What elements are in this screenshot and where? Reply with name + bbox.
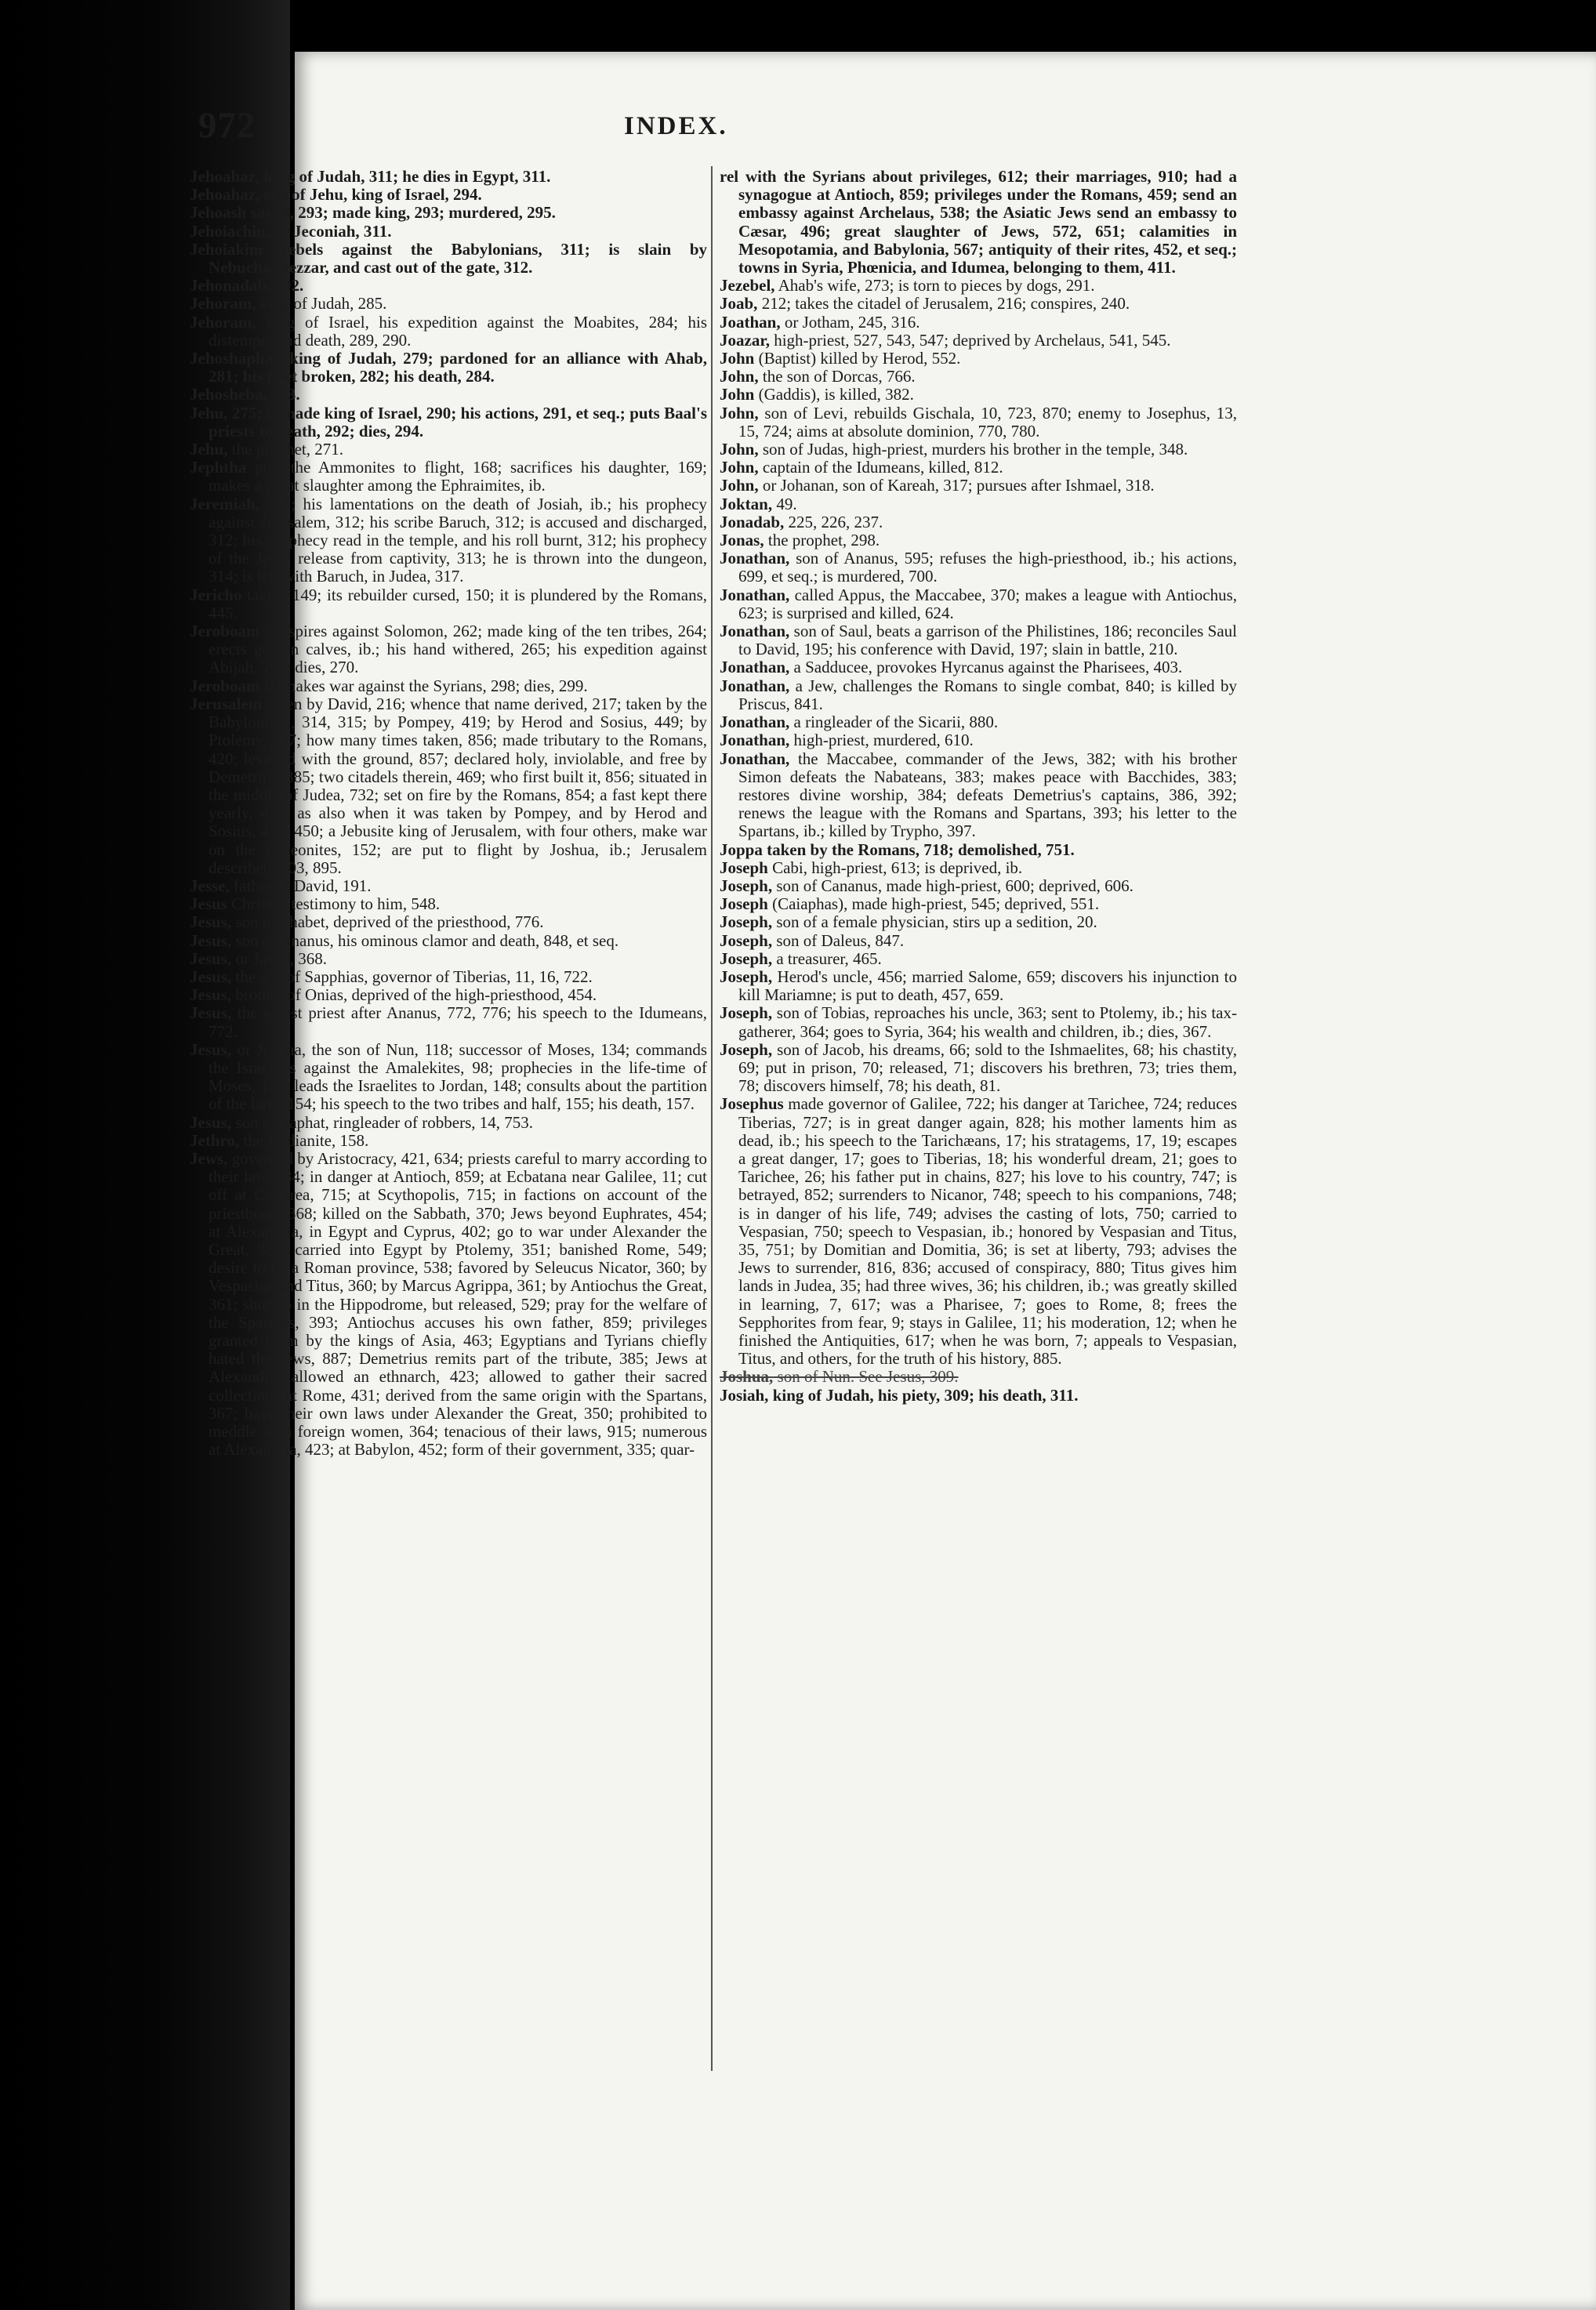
index-term: Jehoahaz, xyxy=(190,168,260,186)
index-text: 292. xyxy=(274,276,304,296)
index-term: Joathan, xyxy=(720,312,781,332)
index-term: Jonas, xyxy=(720,531,764,550)
index-text: son of Saul, beats a garrison of the Philistines, 186; reconciles Saul to David, 195; his conference with David, 197; slain in battle, 210. xyxy=(738,622,1237,659)
index-entry xyxy=(720,168,1237,277)
index-entry xyxy=(720,314,1237,332)
index-text: king of Judah, his piety, 309; his death, 311. xyxy=(772,1385,1079,1405)
index-term: Joseph, xyxy=(720,876,773,895)
index-term: Joab, xyxy=(720,294,758,314)
index-term: Jesus, xyxy=(190,1003,232,1023)
index-text: taken by the Romans, 718; demolished, 751. xyxy=(767,840,1075,859)
index-entry xyxy=(720,477,1237,495)
index-entry xyxy=(720,932,1237,950)
index-term: Jeroboam xyxy=(190,622,260,641)
index-entry xyxy=(720,350,1237,368)
index-text: brother of Onias, deprived of the high-priesthood, 454. xyxy=(235,985,597,1005)
index-term: Jesus xyxy=(190,894,227,914)
index-text: the son of Sapphias, governor of Tiberias, 11, 16, 722. xyxy=(235,966,593,986)
index-text: high-priest, 527, 543, 547; deprived by Archelaus, 541, 545. xyxy=(774,330,1171,350)
index-entry xyxy=(190,404,707,441)
index-text: saved, 293; made king, 293; murdered, 295. xyxy=(250,203,556,223)
index-entry xyxy=(720,1041,1237,1096)
index-term: Jehosheba, xyxy=(190,385,267,404)
index-text: 49. xyxy=(776,494,797,513)
index-text: father of David, 191. xyxy=(234,876,372,895)
index-entry xyxy=(190,932,707,950)
index-text: son of Judas, high-priest, murders his brother in the temple, 348. xyxy=(762,440,1188,459)
index-entry xyxy=(190,459,707,495)
index-entry xyxy=(190,1004,707,1040)
column-divider xyxy=(711,166,713,2071)
index-entry xyxy=(190,223,707,241)
index-term: Joppa xyxy=(720,840,763,859)
index-text: son of Phabet, deprived of the priesthood, 776. xyxy=(235,912,544,932)
index-text: the son of Dorcas, 766. xyxy=(762,367,916,386)
index-entry xyxy=(190,1132,707,1150)
index-column-left xyxy=(190,168,707,2065)
index-entry xyxy=(720,677,1237,713)
index-entry xyxy=(720,549,1237,586)
index-term: Jeremiah, xyxy=(190,494,259,513)
index-entry xyxy=(190,295,707,313)
index-entry xyxy=(720,277,1237,295)
index-term: Jonathan, xyxy=(720,749,790,768)
index-text: puts the Ammonites to flight, 168; sacrifices his daughter, 169; makes a great slaughter among the Ephraimites, ib. xyxy=(209,458,707,495)
index-text: Cabi, high-priest, 613; is deprived, ib. xyxy=(772,858,1023,877)
index-term: Jethro, xyxy=(190,1130,240,1150)
index-text: son of Tobias, reproaches his uncle, 363; sent to Ptolemy, ib.; his tax-gatherer, 364; goes to Syria, 364; his wealth and children, ib.; dies, 367. xyxy=(738,1003,1237,1041)
index-term: John, xyxy=(720,476,759,495)
index-text: taken, 149; its rebuilder cursed, 150; it is plundered by the Romans, 445. xyxy=(209,585,707,622)
index-text: Herod's uncle, 456; married Salome, 659; discovers his injunction to kill Mariamne; is put to death, 457, 659. xyxy=(738,966,1237,1005)
index-term: Jesus, xyxy=(190,1039,232,1059)
index-term: Jehoahaz, xyxy=(190,185,260,205)
index-entry xyxy=(720,1368,1237,1386)
index-entry xyxy=(190,386,707,404)
index-text: or Jeconiah, 311. xyxy=(274,221,392,241)
index-text: or Jason, 368. xyxy=(235,948,328,968)
index-entry xyxy=(190,168,707,186)
index-entry xyxy=(720,513,1237,531)
index-text: son of Levi, rebuilds Gischala, 10, 723, 870; enemy to Josephus, 13, 15, 724; aims at absolute dominion, 770, 780. xyxy=(738,403,1237,441)
index-term: John, xyxy=(720,440,759,459)
index-text: Christ, a testimony to him, 548. xyxy=(231,894,441,914)
index-text: a ringleader of the Sicarii, 880. xyxy=(793,713,999,732)
index-text: rebels against the Babylonians, 311; is slain by Nebuchadnezzar, and cast out of the gate, 312. xyxy=(209,239,707,277)
index-entry xyxy=(720,586,1237,622)
index-term: Jesus, xyxy=(190,912,232,932)
index-text: king of Judah, 285. xyxy=(259,294,387,314)
index-text: 212; takes the citadel of Jerusalem, 216; conspires, 240. xyxy=(761,294,1130,314)
index-entry xyxy=(720,877,1237,895)
index-term: Jehoshaphat, xyxy=(190,349,283,368)
index-entry xyxy=(720,622,1237,658)
index-text: 225, 226, 237. xyxy=(788,512,883,531)
index-text: son of Jehu, king of Israel, 294. xyxy=(263,185,482,205)
index-text: 311; his lamentations on the death of Josiah, ib.; his prophecy against Jerusalem, 312; his scribe Baruch, 312; is accused and discharged, 312; his prophecy read in the temple, and his roll burnt, 312; his prophecy of the Jews' release from captivity, 313; he is thrown into the dungeon, 314; is left with Baruch, in Judea, 317. xyxy=(209,494,707,586)
index-term: John, xyxy=(720,367,759,386)
index-text: son of Cananus, made high-priest, 600; deprived, 606. xyxy=(776,876,1134,895)
index-term: Jericho xyxy=(190,585,242,604)
index-entry xyxy=(190,314,707,350)
index-text: high-priest, murdered, 610. xyxy=(793,731,974,750)
index-entry xyxy=(720,386,1237,404)
index-entry xyxy=(720,968,1237,1004)
index-term: Jonathan, xyxy=(720,676,790,695)
index-text: a treasurer, 465. xyxy=(776,948,882,968)
index-term: Jehoiakim xyxy=(190,239,263,259)
index-text: son of Saphat, ringleader of robbers, 14, 753. xyxy=(235,1112,534,1132)
index-text: the Midianite, 158. xyxy=(243,1130,369,1150)
index-term: Jonathan, xyxy=(720,713,790,732)
index-entry xyxy=(190,241,707,277)
index-text: the eldest priest after Ananus, 772, 776; his speech to the Idumeans, 772. xyxy=(209,1003,707,1041)
index-text: (Caiaphas), made high-priest, 545; deprived, 551. xyxy=(772,894,1100,914)
index-term: Jehonadab, xyxy=(190,276,271,296)
index-entry xyxy=(190,204,707,222)
index-entry xyxy=(190,677,707,695)
index-entry xyxy=(190,968,707,986)
index-term: John, xyxy=(720,403,759,422)
index-term: Jews, xyxy=(190,1148,228,1168)
index-term: Jesse, xyxy=(190,876,230,895)
index-term: Jonathan, xyxy=(720,549,790,568)
index-term: Jerusalem xyxy=(190,694,263,713)
index-text: son of a female physician, stirs up a sedition, 20. xyxy=(776,912,1097,932)
index-term: Jezebel, xyxy=(720,276,775,296)
index-term: Joseph, xyxy=(720,1039,773,1059)
index-term: John, xyxy=(720,458,759,477)
index-term: Joshua, xyxy=(720,1367,774,1387)
index-text: Ahab's wife, 273; is torn to pieces by dogs, 291. xyxy=(778,276,1095,296)
index-entry xyxy=(720,895,1237,913)
index-entry xyxy=(190,913,707,931)
index-term: Joseph, xyxy=(720,930,773,950)
index-term: Joseph, xyxy=(720,912,773,932)
index-entry xyxy=(720,859,1237,877)
index-term: Joktan, xyxy=(720,494,773,513)
index-term: Jesus, xyxy=(190,966,232,986)
index-term: Jephtha xyxy=(190,458,247,477)
index-entry xyxy=(720,913,1237,931)
index-text: governed by Aristocracy, 421, 634; priests careful to marry according to their law, 884; in danger at Antioch, 859; at Ecbatana near Galilee, 11; cut off at Cæsarea, 715; at Scythopolis, 715; in factions on account of the priesthood, 368; killed on the Sabbath, 370; Jews beyond Euphrates, 454; at Alexandria, in Egypt and Cyprus, 402; go to war under Alexander the Great, 350; carried into Egypt by Ptolemy, 351; banished Rome, 549; desire to be a Roman province, 538; favored by Seleucus Nicator, 360; by Vespasian and Titus, 360; by Marcus Agrippa, 361; by Antiochus the Great, 361; shut up in the Hippodrome, but released, 529; pray for the welfare of the Spartans, 393; Antiochus accuses his own father, 859; privileges granted them by the kings of Asia, 463; Egyptians and Tyrians chiefly hated the Jews, 887; Demetrius remits part of the tribute, 385; Jews at Alexandria allowed an ethnarch, 423; allowed to gather their sacred collections at Rome, 431; derived from the same origin with the Spartans, 367; have their own laws under Alexander the Great, 350; prohibited to meddle with foreign women, 364; tenacious of their laws, 915; numerous at Alexandria, 423; at Babylon, 452; form of their government, 335; quar- xyxy=(209,1148,707,1460)
index-entry xyxy=(190,350,707,386)
index-entry xyxy=(720,531,1237,549)
index-entry xyxy=(720,841,1237,859)
index-text: (Baptist) killed by Herod, 552. xyxy=(758,349,961,368)
index-text: captain of the Idumeans, killed, 812. xyxy=(762,458,1003,477)
index-text: son of Daleus, 847. xyxy=(776,930,905,950)
index-text: king of Israel, his expedition against the Moabites, 284; his distemper and death, 289, 290. xyxy=(209,312,707,350)
index-term: Jonathan, xyxy=(720,585,790,604)
index-term: Josephus xyxy=(720,1094,784,1114)
index-text: called Appus, the Maccabee, 370; makes a league with Antiochus, 623; is surprised and killed, 624. xyxy=(738,585,1237,622)
index-term: Jehoiachin, xyxy=(190,221,270,241)
index-entry xyxy=(190,586,707,622)
index-text: a Jew, challenges the Romans to single combat, 840; is killed by Priscus, 841. xyxy=(738,676,1237,713)
index-text: king of Judah, 279; pardoned for an alliance with Ahab, 281; his fleet broken, 282; his death, 284. xyxy=(209,349,707,386)
index-text: son of Ananus, 595; refuses the high-priesthood, ib.; his actions, 699, et seq.; is murdered, 700. xyxy=(738,549,1237,586)
index-entry xyxy=(720,1387,1237,1405)
index-term: Joseph, xyxy=(720,966,773,986)
index-term: Joseph xyxy=(720,858,768,877)
index-term: Jonathan, xyxy=(720,731,790,750)
index-entry xyxy=(720,750,1237,841)
index-entry xyxy=(190,441,707,459)
index-entry xyxy=(720,441,1237,459)
index-term: John xyxy=(720,385,755,404)
index-entry xyxy=(720,713,1237,731)
index-entry xyxy=(720,1004,1237,1040)
index-entry xyxy=(190,495,707,586)
index-text: rel with the Syrians about privileges, 612; their marriages, 910; had a synagogue at Antioch, 859; privileges under the Romans, 459; send an embassy against Archelaus, 538; the Asiatic Jews send an embassy to Cæsar, 496; great slaughter of Jews, 572, 651; calamities in Mesopotamia, and Babylonia, 567; antiquity of their rites, 452, et seq.; towns in Syria, Phœnicia, and Idumea, belonging to them, 411. xyxy=(720,168,1237,277)
index-term: Joseph, xyxy=(720,948,773,968)
index-text: the prophet, 298. xyxy=(767,531,880,550)
index-column-right xyxy=(720,168,1237,2065)
index-term: Jonathan, xyxy=(720,622,790,641)
index-text: king of Judah, 311; he dies in Egypt, 311. xyxy=(263,168,551,186)
index-entry xyxy=(190,986,707,1004)
index-entry xyxy=(190,1150,707,1459)
index-text: 275; is made king of Israel, 290; his actions, 291, et seq.; puts Baal's priests to death, 292; dies, 294. xyxy=(209,403,707,441)
index-entry xyxy=(720,495,1237,513)
index-text: a Sadducee, provokes Hyrcanus against the Pharisees, 403. xyxy=(793,658,1183,677)
index-text: son of Ananus, his ominous clamor and death, 848, et seq. xyxy=(235,930,619,950)
index-text: son of Jacob, his dreams, 66; sold to the Ishmaelites, 68; his chastity, 69; put in prison, 70; released, 71; discovers his brethren, 73; tries them, 78; discovers himself, 78; his death, 81. xyxy=(738,1039,1237,1096)
index-term: Jesus, xyxy=(190,985,232,1005)
running-head: INDEX. xyxy=(624,112,728,140)
index-term: Jehu, xyxy=(190,403,228,422)
index-term: Joseph xyxy=(720,894,768,914)
index-term: Jehoash xyxy=(190,203,247,223)
index-text: made governor of Galilee, 722; his danger at Tarichee, 724; reduces Tiberias, 727; is in great danger again, 828; his mother laments him as dead, ib.; his speech to the Tarichæans, 17; his stratagems, 17, 19; escapes a great danger, 17; goes to Tiberias, 18; his wonderful dream, 21; goes to Tarichee, 26; his father put in chains, 827; his love to his country, 747; is betrayed, 852; surrenders to Nicanor, 748; speech to his companions, 748; is in danger of his life, 749; advises the casting of lots, 750; carried to Vespasian, 750; speech to Vespasian, ib.; honored by Vespasian and Titus, 35, 751; by Domitian and Domitia, 36; is set at liberty, 793; advises the Jews to surrender, 816, 836; accused of conspiracy, 880; Titus gives him lands in Judea, 35; had three wives, 36; his children, ib.; was greatly skilled in learning, 7, 617; was a Pharisee, 7; goes to Rome, 8; frees the Sepphorites from fear, 9; stays in Galilee, 11; his moderation, 12; when he finished the Antiquities, 617; when he was born, 7; appeals to Vespasian, Titus, and others, for the truth of his history, 885. xyxy=(738,1094,1237,1369)
index-term: Jesus, xyxy=(190,1112,232,1132)
index-text: or Johanan, son of Kareah, 317; pursues after Ishmael, 318. xyxy=(762,476,1155,495)
index-term: Jonadab, xyxy=(720,512,785,531)
index-term: John xyxy=(720,349,755,368)
index-entry xyxy=(190,695,707,877)
index-entry xyxy=(720,1095,1237,1368)
index-entry xyxy=(720,459,1237,477)
index-term: Jesus, xyxy=(190,948,232,968)
index-text: taken by David, 216; whence that name derived, 217; taken by the Babylonians, 314, 315; by Pompey, 419; by Herod and Sosius, 449; by Ptolemy, 437; how many times taken, 856; made tributary to the Romans, 420; levelled with the ground, 857; declared holy, inviolable, and free by Demetrius, 385; two citadels therein, 469; who first built it, 856; situated in the middle of Judea, 732; set on fire by the Romans, 854; a fast kept there yearly, 450; as also when it was taken by Pompey, and by Herod and Sosius, 419, 450; a Jebusite king of Jerusalem, with four others, make war on the Gibeonites, 152; are put to flight by Joshua, ib.; Jerusalem described, 803, 895. xyxy=(209,694,707,877)
index-entry xyxy=(190,622,707,677)
index-text: II. makes war against the Syrians, 298; dies, 299. xyxy=(263,676,588,695)
index-entry xyxy=(190,186,707,204)
index-entry xyxy=(190,877,707,895)
index-entry xyxy=(720,295,1237,313)
index-entry xyxy=(190,1041,707,1114)
index-entry xyxy=(720,368,1237,386)
page-number: 972 xyxy=(198,105,256,146)
index-term: Joseph, xyxy=(720,1003,773,1023)
index-entry xyxy=(720,950,1237,968)
index-text: the prophet, 271. xyxy=(231,440,343,459)
index-term: Joazar, xyxy=(720,330,770,350)
index-term: Jehoram, xyxy=(190,312,256,332)
index-entry xyxy=(190,277,707,295)
index-entry xyxy=(190,950,707,968)
index-text: or Jotham, 245, 316. xyxy=(784,312,920,332)
index-text: the Maccabee, commander of the Jews, 382; with his brother Simon defeats the Nabateans, 383; makes peace with Bacchides, 383; restores divine worship, 384; defeats Demetrius's captains, 386, 392; renews the league with the Romans and Spartans, 393; his letter to the Spartans, ib.; killed by Trypho, 397. xyxy=(738,749,1237,841)
index-text: conspires against Solomon, 262; made king of the ten tribes, 264; erects golden calves, ib.; his hand withered, 265; his expedition against Abijah, 268; dies, 270. xyxy=(209,622,707,677)
index-term: Jeroboam xyxy=(190,676,260,695)
index-entry xyxy=(720,404,1237,441)
index-term: Jehoram, xyxy=(190,294,256,314)
index-text: son of Nun. See Jesus, 309. xyxy=(777,1367,959,1387)
index-entry xyxy=(720,332,1237,350)
index-term: Josiah, xyxy=(720,1385,769,1405)
index-entry xyxy=(720,658,1237,676)
index-text: or Joshua, the son of Nun, 118; successor of Moses, 134; commands the Israelites against the Amalekites, 98; prophecies in the life-time of Moses, 146; leads the Israelites to Jordan, 148; consults about the partition of the land, 154; his speech to the two tribes and half, 155; his death, 157. xyxy=(209,1039,707,1114)
index-term: Jesus, xyxy=(190,930,232,950)
index-term: Jehu, xyxy=(190,440,228,459)
index-term: Jonathan, xyxy=(720,658,790,677)
index-entry xyxy=(190,1114,707,1132)
index-text: (Gaddis), is killed, 382. xyxy=(758,385,914,404)
index-entry xyxy=(190,895,707,913)
index-entry xyxy=(720,731,1237,749)
index-text: 293. xyxy=(270,385,300,404)
